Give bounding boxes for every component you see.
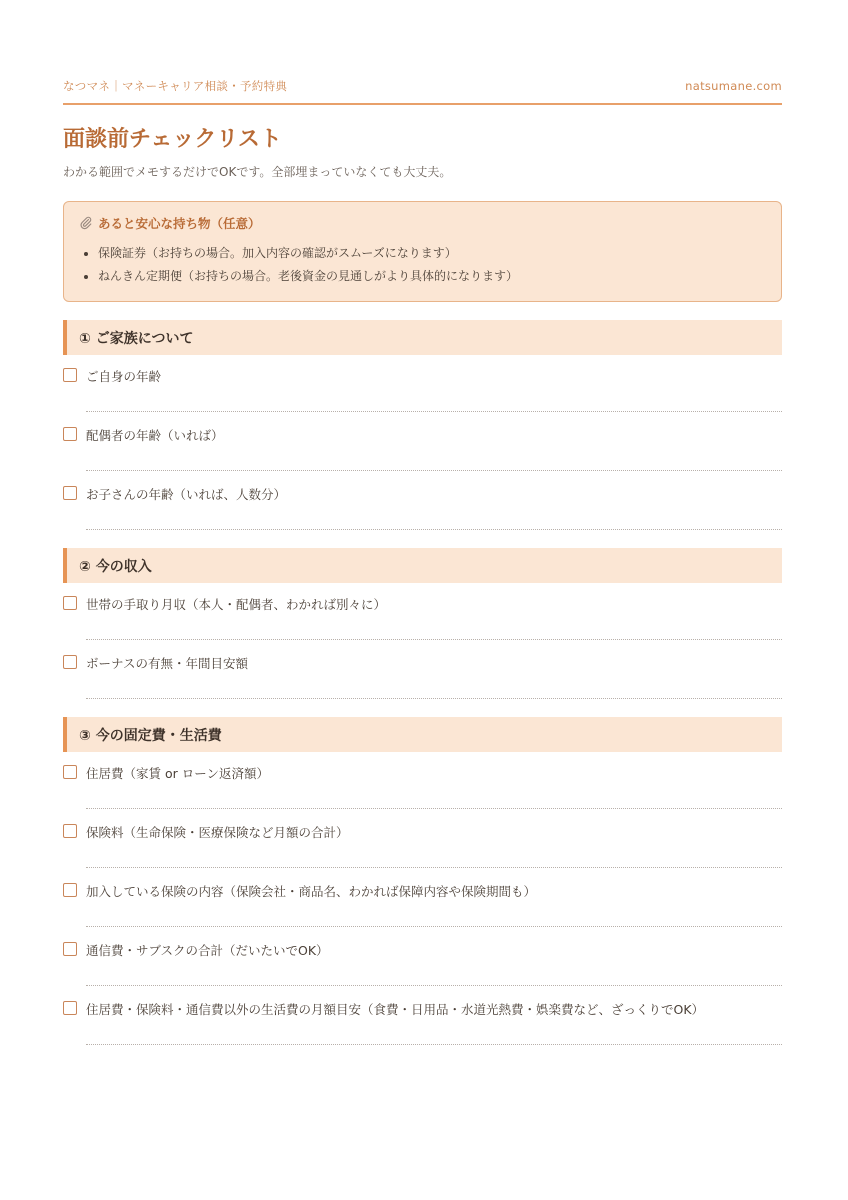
checklist-item — [63, 367, 782, 417]
checkbox[interactable] — [63, 596, 77, 610]
checkbox[interactable] — [63, 883, 77, 897]
checklist-item — [63, 595, 782, 645]
item-label: ボーナスの有無・年間目安額 — [86, 656, 249, 671]
item-label: お子さんの年齢（いれば、人数分） — [86, 487, 287, 502]
belongings-title: あると安心な持ち物（任意） — [98, 216, 261, 231]
item-label: ご自身の年齢 — [86, 369, 162, 384]
page-title: 面談前チェックリスト — [63, 127, 282, 152]
header-brand: なつマネ｜マネーキャリア相談・予約特典 — [63, 79, 288, 93]
section-heading-expenses: ③ 今の固定費・生活費 — [63, 717, 782, 752]
memo-line[interactable] — [86, 529, 782, 530]
memo-line[interactable] — [86, 808, 782, 809]
checkbox[interactable] — [63, 1001, 77, 1015]
checkbox[interactable] — [63, 765, 77, 779]
belongings-item: • 保険証券（お持ちの場合。加入内容の確認がスムーズになります） — [98, 246, 765, 261]
item-label: 加入している保険の内容（保険会社・商品名、わかれば保障内容や保険期間も） — [86, 884, 537, 899]
memo-line[interactable] — [86, 867, 782, 868]
belongings-box — [63, 201, 782, 302]
memo-line[interactable] — [86, 926, 782, 927]
checklist-item — [63, 764, 782, 814]
checkbox[interactable] — [63, 655, 77, 669]
item-label: 配偶者の年齢（いれば） — [86, 428, 224, 443]
checkbox[interactable] — [63, 486, 77, 500]
memo-line[interactable] — [86, 698, 782, 699]
checklist-item — [63, 941, 782, 991]
checklist-item — [63, 426, 782, 476]
belongings-title-row — [80, 214, 765, 232]
belongings-list — [80, 246, 765, 284]
section-heading-family: ① ご家族について — [63, 320, 782, 355]
checkbox[interactable] — [63, 427, 77, 441]
checklist-item — [63, 882, 782, 932]
item-label: 住居費（家賃 or ローン返済額） — [86, 766, 269, 781]
memo-line[interactable] — [86, 1044, 782, 1045]
page-subtitle: わかる範囲でメモするだけでOKです。全部埋まっていなくても大丈夫。 — [63, 165, 452, 179]
item-label: 保険料（生命保険・医療保険など月額の合計） — [86, 825, 349, 840]
checklist-item — [63, 1000, 782, 1050]
paperclip-icon — [80, 216, 92, 230]
item-label: 住居費・保険料・通信費以外の生活費の月額目安（食費・日用品・水道光熱費・娯楽費など、ざっくりでOK） — [86, 1002, 705, 1017]
section-heading-income: ② 今の収入 — [63, 548, 782, 583]
checklist-item — [63, 823, 782, 873]
header-site: natsumane.com — [685, 79, 782, 93]
page-header — [63, 75, 782, 105]
checkbox[interactable] — [63, 942, 77, 956]
memo-line[interactable] — [86, 639, 782, 640]
memo-line[interactable] — [86, 985, 782, 986]
belongings-item: • ねんきん定期便（お持ちの場合。老後資金の見通しがより具体的になります） — [98, 269, 765, 284]
memo-line[interactable] — [86, 411, 782, 412]
checklist-item — [63, 654, 782, 704]
checkbox[interactable] — [63, 824, 77, 838]
item-label: 通信費・サブスクの合計（だいたいでOK） — [86, 943, 329, 958]
memo-line[interactable] — [86, 470, 782, 471]
checkbox[interactable] — [63, 368, 77, 382]
checklist-item — [63, 485, 782, 535]
item-label: 世帯の手取り月収（本人・配偶者、わかれば別々に） — [86, 597, 387, 612]
